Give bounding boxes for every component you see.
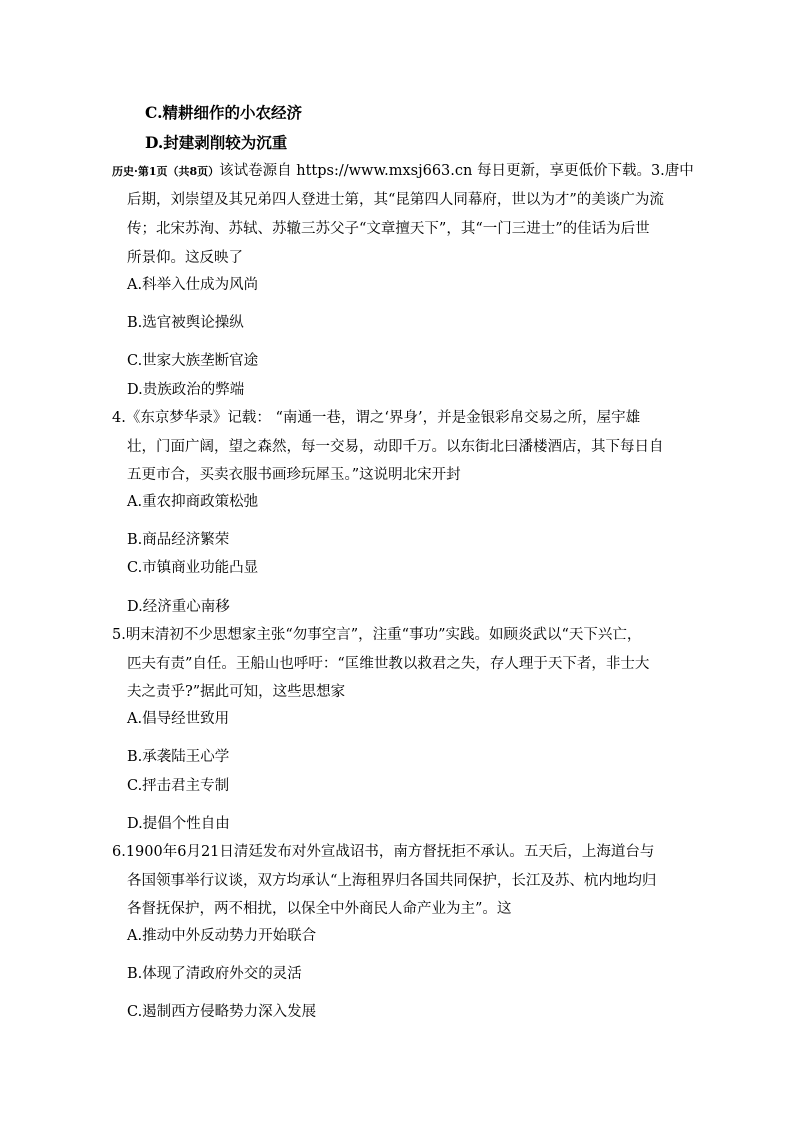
q6-option-a: A.推动中外反动势力开始联合 <box>127 928 317 944</box>
q2-option-d: D.封建剥削较为沉重 <box>145 133 288 152</box>
q4-line-3: 五更市合，买卖衣服书画珍玩犀玉。”这说明北宋开封 <box>127 467 461 483</box>
q5-line-1: 5.明末清初不少思想家主张“勿事空言”，注重“事功”实践。如顾炎武以“天下兴亡， <box>112 627 642 643</box>
q5-option-b: B.承袭陆王心学 <box>127 749 230 765</box>
q4-line-1: 4.《东京梦华录》记载： “南通一巷，谓之‘界身’，并是金银彩帛交易之所，屋宇雄 <box>112 410 641 426</box>
q3-option-d: D.贵族政治的弊端 <box>127 382 245 398</box>
q4-option-d: D.经济重心南移 <box>127 599 230 615</box>
q6-line-3: 各督抚保护，两不相扰，以保全中外商民人命产业为主”。这 <box>127 901 512 917</box>
q5-option-a: A.倡导经世致用 <box>127 711 230 727</box>
q6-option-b: B.体现了清政府外交的灵活 <box>127 966 302 982</box>
q3-option-c: C.世家大族垄断官途 <box>127 353 259 369</box>
q6-line-2: 各国领事举行议谈，双方均承认“上海租界归各国共同保护，长江及苏、杭内地均归 <box>127 873 657 889</box>
q6-option-c: C.遏制西方侵略势力深入发展 <box>127 1004 317 1020</box>
q2-option-c: C.精耕细作的小农经济 <box>145 103 302 122</box>
q3-line-2: 后期，刘崇望及其兄弟四人登进士第，其“昆第四人同幕府，世以为才”的美谈广为流 <box>127 192 664 208</box>
q4-option-b: B.商品经济繁荣 <box>127 532 230 548</box>
q5-line-2: 匹夫有责”自任。王船山也呼吁：“匡维世教以救君之失，存人理于天下者，非士大 <box>127 656 650 672</box>
q5-option-c: C.抨击君主专制 <box>127 778 230 794</box>
q3-option-a: A.科举入仕成为风尚 <box>127 277 259 293</box>
q3-line-1-text: 该试卷源自 https://www.mxsj663.cn 每日更新，享更低价下载。3.唐中 <box>219 163 694 179</box>
q3-line-3: 传；北宋苏洵、苏轼、苏辙三苏父子“文章擅天下”，其“一门三进士”的佳话为后世 <box>127 221 650 237</box>
q3-option-b: B.选官被舆论操纵 <box>127 315 244 331</box>
page-footer: 历史·第1页（共8页） <box>112 165 220 178</box>
q5-line-3: 夫之责乎?”据此可知，这些思想家 <box>127 684 346 700</box>
q4-line-2: 壮，门面广阔，望之森然，每一交易，动即千万。以东街北曰潘楼酒店，其下每日自 <box>127 439 664 455</box>
q6-line-1: 6.1900年6月21日清廷发布对外宣战诏书，南方督抚拒不承认。五天后，上海道台与 <box>112 844 655 860</box>
q4-option-a: A.重农抑商政策松弛 <box>127 494 259 510</box>
q3-line-4: 所景仰。这反映了 <box>127 250 243 266</box>
q4-option-c: C.市镇商业功能凸显 <box>127 560 259 576</box>
q5-option-d: D.提倡个性自由 <box>127 816 230 832</box>
q3-line-1 <box>112 161 694 182</box>
